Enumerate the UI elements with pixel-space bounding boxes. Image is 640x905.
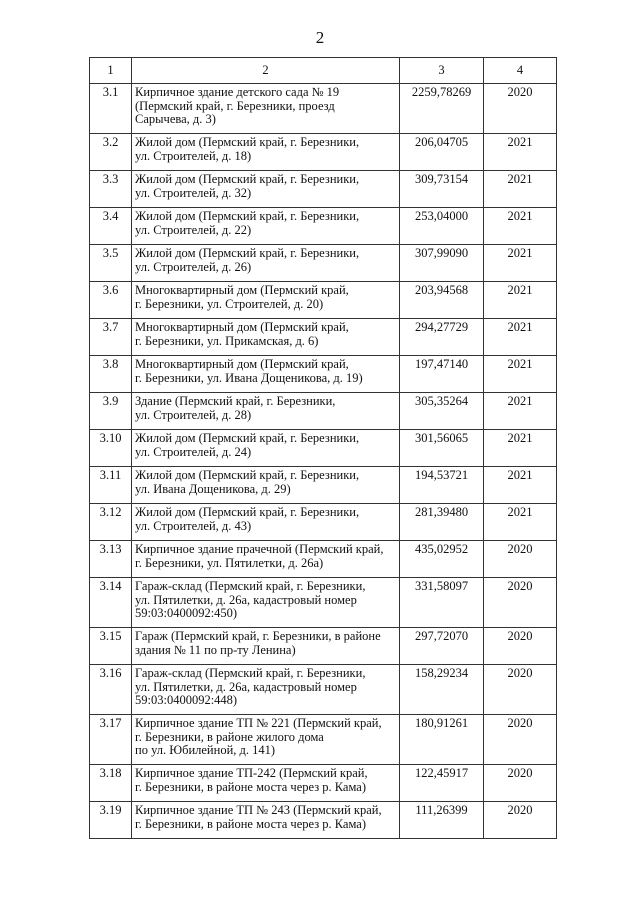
row-value-cell: 194,53721 — [400, 467, 484, 504]
row-description-cell: Многоквартирный дом (Пермский край, г. Березники, ул. Прикамская, д. 6) — [132, 319, 400, 356]
row-year-cell: 2020 — [484, 541, 557, 578]
table-row — [90, 541, 557, 578]
row-number-cell: 3.2 — [90, 134, 132, 171]
table-row — [90, 765, 557, 802]
table-row — [90, 430, 557, 467]
row-value-cell: 122,45917 — [400, 765, 484, 802]
table-row — [90, 628, 557, 665]
row-year-cell: 2020 — [484, 84, 557, 134]
table-row — [90, 802, 557, 839]
row-number-cell: 3.4 — [90, 208, 132, 245]
row-value-cell: 294,27729 — [400, 319, 484, 356]
row-number-cell: 3.1 — [90, 84, 132, 134]
row-number-cell: 3.14 — [90, 578, 132, 628]
row-number-cell: 3.10 — [90, 430, 132, 467]
row-year-cell: 2021 — [484, 319, 557, 356]
table-row — [90, 393, 557, 430]
row-year-cell: 2021 — [484, 393, 557, 430]
table-row — [90, 319, 557, 356]
header-cell: 3 — [400, 58, 484, 84]
header-cell: 2 — [132, 58, 400, 84]
row-year-cell: 2021 — [484, 245, 557, 282]
row-description-cell: Кирпичное здание ТП № 243 (Пермский край, г. Березники, в районе моста через р. Кама) — [132, 802, 400, 839]
row-value-cell: 111,26399 — [400, 802, 484, 839]
row-number-cell: 3.8 — [90, 356, 132, 393]
row-year-cell: 2021 — [484, 171, 557, 208]
row-description-cell: Кирпичное здание ТП-242 (Пермский край, г. Березники, в районе моста через р. Кама) — [132, 765, 400, 802]
row-description-cell: Гараж-склад (Пермский край, г. Березники, ул. Пятилетки, д. 26а, кадастровый номер 59:03:0400092:450) — [132, 578, 400, 628]
row-year-cell: 2021 — [484, 467, 557, 504]
table-row — [90, 171, 557, 208]
row-year-cell: 2021 — [484, 208, 557, 245]
row-year-cell: 2020 — [484, 578, 557, 628]
table-row — [90, 504, 557, 541]
row-year-cell: 2021 — [484, 134, 557, 171]
row-value-cell: 301,56065 — [400, 430, 484, 467]
row-number-cell: 3.11 — [90, 467, 132, 504]
table-row — [90, 134, 557, 171]
row-value-cell: 158,29234 — [400, 665, 484, 715]
property-table — [89, 57, 557, 839]
row-description-cell: Гараж-склад (Пермский край, г. Березники, ул. Пятилетки, д. 26а, кадастровый номер 59:03:0400092:448) — [132, 665, 400, 715]
row-value-cell: 281,39480 — [400, 504, 484, 541]
table-row — [90, 467, 557, 504]
row-value-cell: 253,04000 — [400, 208, 484, 245]
page-number: 2 — [315, 28, 325, 47]
row-number-cell: 3.18 — [90, 765, 132, 802]
row-year-cell: 2021 — [484, 430, 557, 467]
row-description-cell: Здание (Пермский край, г. Березники, ул. Строителей, д. 28) — [132, 393, 400, 430]
row-number-cell: 3.17 — [90, 715, 132, 765]
row-description-cell: Жилой дом (Пермский край, г. Березники, ул. Строителей, д. 22) — [132, 208, 400, 245]
row-description-cell: Кирпичное здание детского сада № 19 (Пермский край, г. Березники, проезд Сарычева, д. 3) — [132, 84, 400, 134]
table-row — [90, 282, 557, 319]
row-value-cell: 180,91261 — [400, 715, 484, 765]
row-year-cell: 2020 — [484, 802, 557, 839]
row-number-cell: 3.15 — [90, 628, 132, 665]
row-description-cell: Жилой дом (Пермский край, г. Березники, ул. Строителей, д. 26) — [132, 245, 400, 282]
row-description-cell: Жилой дом (Пермский край, г. Березники, ул. Строителей, д. 32) — [132, 171, 400, 208]
table-row — [90, 715, 557, 765]
row-value-cell: 305,35264 — [400, 393, 484, 430]
row-number-cell: 3.19 — [90, 802, 132, 839]
row-value-cell: 203,94568 — [400, 282, 484, 319]
row-value-cell: 197,47140 — [400, 356, 484, 393]
table-row — [90, 208, 557, 245]
row-description-cell: Многоквартирный дом (Пермский край, г. Березники, ул. Строителей, д. 20) — [132, 282, 400, 319]
row-year-cell: 2021 — [484, 504, 557, 541]
table-row — [90, 356, 557, 393]
row-value-cell: 331,58097 — [400, 578, 484, 628]
row-number-cell: 3.16 — [90, 665, 132, 715]
row-description-cell: Кирпичное здание ТП № 221 (Пермский край, г. Березники, в районе жилого дома по ул. Юбилейной, д. 141) — [132, 715, 400, 765]
row-number-cell: 3.13 — [90, 541, 132, 578]
row-year-cell: 2020 — [484, 715, 557, 765]
header-cell: 1 — [90, 58, 132, 84]
row-description-cell: Многоквартирный дом (Пермский край, г. Березники, ул. Ивана Дощеникова, д. 19) — [132, 356, 400, 393]
row-value-cell: 297,72070 — [400, 628, 484, 665]
row-number-cell: 3.9 — [90, 393, 132, 430]
row-year-cell: 2020 — [484, 665, 557, 715]
row-value-cell: 307,99090 — [400, 245, 484, 282]
table-row — [90, 245, 557, 282]
row-description-cell: Жилой дом (Пермский край, г. Березники, ул. Строителей, д. 43) — [132, 504, 400, 541]
row-description-cell: Жилой дом (Пермский край, г. Березники, ул. Ивана Дощеникова, д. 29) — [132, 467, 400, 504]
row-value-cell: 435,02952 — [400, 541, 484, 578]
row-year-cell: 2020 — [484, 628, 557, 665]
row-number-cell: 3.5 — [90, 245, 132, 282]
row-description-cell: Кирпичное здание прачечной (Пермский край, г. Березники, ул. Пятилетки, д. 26а) — [132, 541, 400, 578]
row-description-cell: Жилой дом (Пермский край, г. Березники, ул. Строителей, д. 24) — [132, 430, 400, 467]
row-number-cell: 3.3 — [90, 171, 132, 208]
row-number-cell: 3.6 — [90, 282, 132, 319]
row-description-cell: Гараж (Пермский край, г. Березники, в районе здания № 11 по пр-ту Ленина) — [132, 628, 400, 665]
header-cell: 4 — [484, 58, 557, 84]
table-row — [90, 578, 557, 628]
row-value-cell: 309,73154 — [400, 171, 484, 208]
table-row — [90, 665, 557, 715]
row-year-cell: 2021 — [484, 282, 557, 319]
row-number-cell: 3.7 — [90, 319, 132, 356]
table-header-row — [90, 58, 557, 84]
row-value-cell: 2259,78269 — [400, 84, 484, 134]
row-year-cell: 2021 — [484, 356, 557, 393]
row-year-cell: 2020 — [484, 765, 557, 802]
row-number-cell: 3.12 — [90, 504, 132, 541]
row-description-cell: Жилой дом (Пермский край, г. Березники, ул. Строителей, д. 18) — [132, 134, 400, 171]
row-value-cell: 206,04705 — [400, 134, 484, 171]
table-row — [90, 84, 557, 134]
